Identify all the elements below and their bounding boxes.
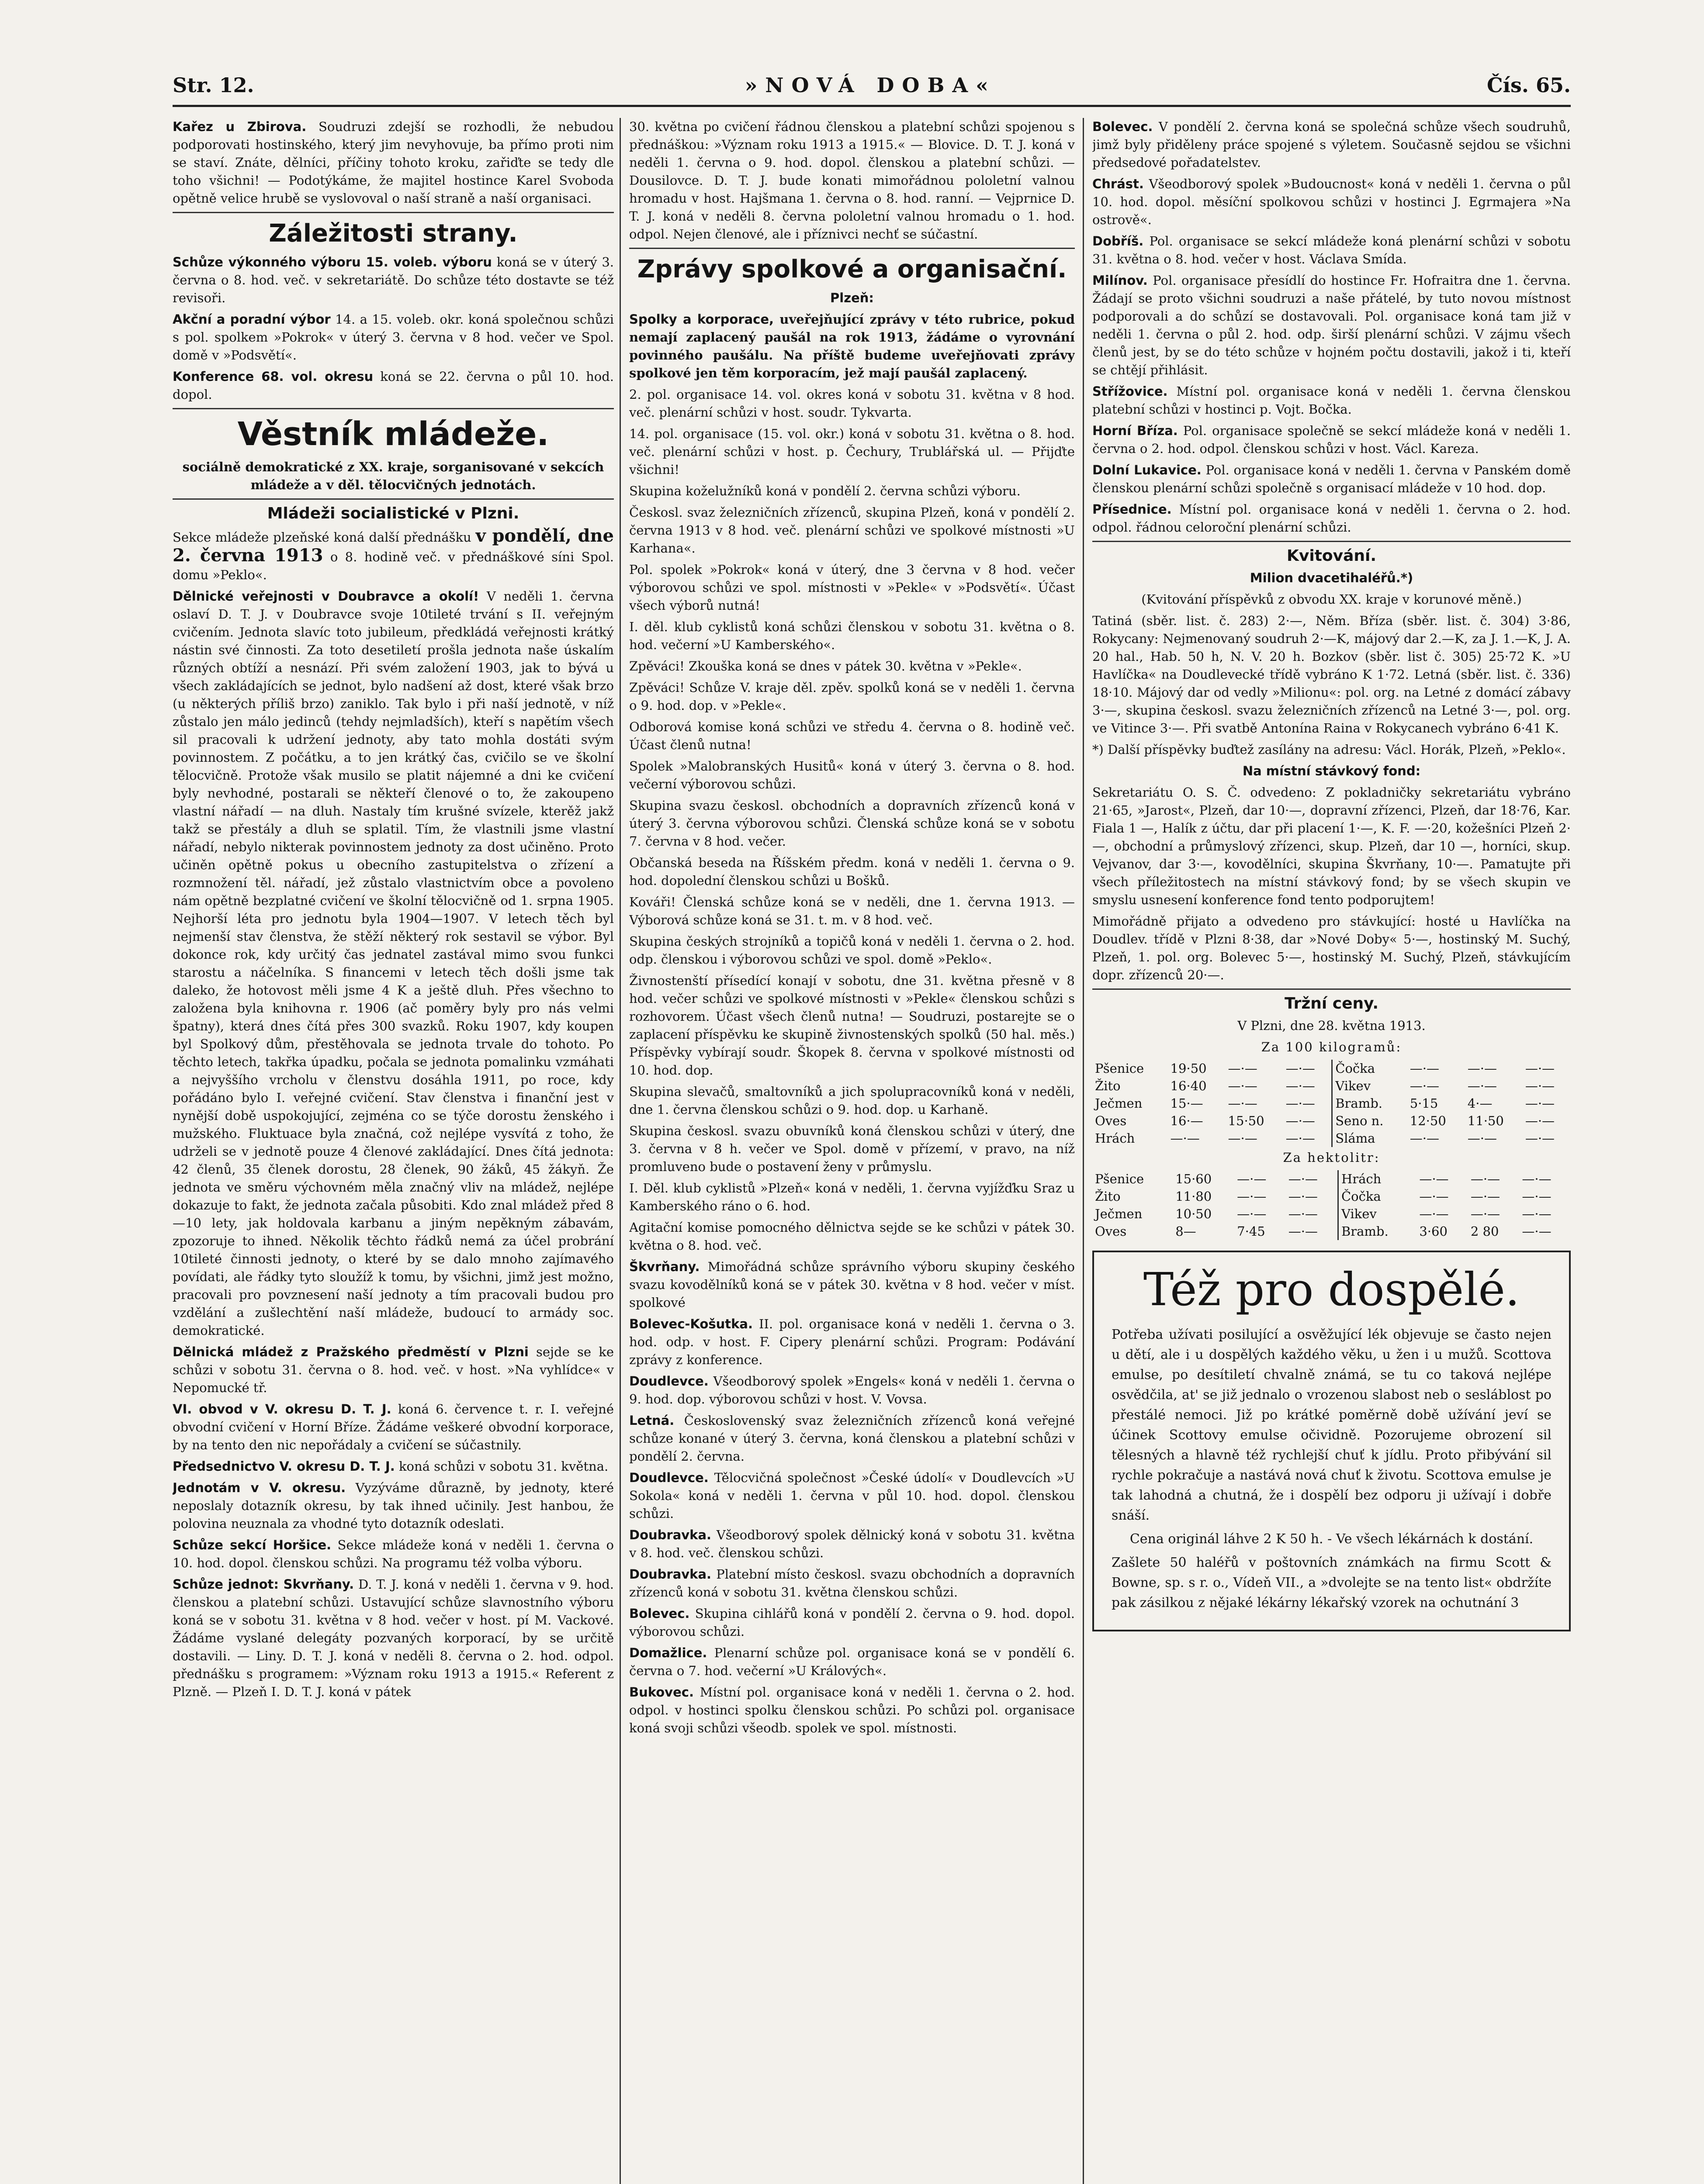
list-item: Skupina slevačů, smaltovníků a jich spolupracovníků koná v neděli, dne 1. června členskou schůzi o 9. hod. dop. u Karhaně.: [629, 1084, 1075, 1117]
article-doubravka-2: Doubravka. Platební místo českosl. svazu obchodních a dopravních zřízenců koná v sobotu 31. května členskou schůzi.: [629, 1567, 1075, 1600]
table-cell: —·—: [1228, 1078, 1257, 1093]
table-row: [1092, 1077, 1571, 1095]
fond-text: Sekretariátu O. S. Č. odvedeno: Z pokladničky sekretariátu vybráno 21·65, »Jarost«, Plzeň, dar 10·—, dopravní zřízenci, Plzeň, dar 18·76, Kar. Fiala 1 —, Halík z účtu, dar při placení 1·—, K. F. —·20, kožešníci Plzeň 2·—, obchodní a průmyslový zřízenci, skup. Plzeň, dar 10 —, horníci, skup. Vejvanov, dar 3·—, kovodělníci, skupina Škvrňany, 10·—. Pamatujte při všech příležitostech na místní stávkový fond; by se všech skupin ve smyslu usnesení konference fond tento podporujtem!: [1092, 785, 1571, 907]
newspaper-title: »NOVÁ DOBA«: [745, 73, 996, 97]
ad-sample-note: Zašlete 50 haléřů v poštovních známkách na firmu Scott & Bowne, sp. s r. o., Vídeň VII., a »dvolejte se na tento list« obdržíte pak zásilkou z nějaké lékárny lékařský vzorek na ochutnání 3: [1112, 1555, 1552, 1610]
article-bolevec: Bolevec. Skupina cihlářů koná v pondělí 2. června o 9. hod. dopol. výborovou schůzi.: [629, 1606, 1075, 1639]
table-cell: —·—: [1285, 1131, 1315, 1146]
table-cell: 15·—: [1170, 1096, 1203, 1111]
table-cell: Vikev: [1338, 1205, 1417, 1223]
table-cell: —·—: [1228, 1131, 1257, 1146]
article-skvrnany-2: Škvrňany. Mimořádná schůze správního výboru skupiny českého svazu kovodělníků koná se v pátek 30. května v 8 hod. večer v míst. spolkové: [629, 1259, 1075, 1310]
table-cell: Oves: [1095, 1224, 1127, 1239]
article-domazlice: Domažlice. Plenarní schůze pol. organisace koná se v pondělí 6. června o 7. hod. večerní »U Králových«.: [629, 1645, 1075, 1678]
divider: [173, 498, 614, 500]
list-item: Skupina koželužníků koná v pondělí 2. června schůzi výboru.: [629, 484, 1021, 498]
table-row: [1092, 1170, 1571, 1188]
list-item: Pol. spolek »Pokrok« koná v úterý, dne 3 června v 8 hod. večer výborovou schůzi ve spol. místnosti v »Pekle« v »Podsvětí«. Účast všech výborů nutná!: [629, 562, 1075, 613]
column-3: [1092, 118, 1571, 2184]
article-vi-obvod: VI. obvod v V. okresu D. T. J. koná 6. července t. r. I. veřejné obvodní cvičení v Horní Bříze. Žádáme veškeré obvodní korporace, by na tento den nic nepořádaly a cvičení se súčastnily.: [173, 1402, 614, 1452]
table-cell: —·—: [1419, 1171, 1449, 1186]
list-item: Kováři! Členská schůze koná se v neděli, dne 1. června 1913. — Výborová schůze koná se 31. t. m. v 8 hod. več.: [629, 895, 1075, 927]
table-cell: 3·60: [1419, 1224, 1448, 1239]
table-cell: Ječmen: [1095, 1096, 1143, 1111]
article-jednotam: Jednotám v V. okresu. Vyzýváme důrazně, by jednoty, které neposlaly dotazník okresu, by tak ihned učinily. Jest hanbou, že polovina neuznala za vhodné tyto dotazník odeslati.: [173, 1480, 614, 1531]
table-cell: 4·—: [1467, 1096, 1493, 1111]
table-cell: —·—: [1522, 1171, 1552, 1186]
section-title-strany: Záležitosti strany.: [269, 219, 518, 248]
article-doudlevce-2: Doudlevce. Tělocvičná společnost »České údolí« v Doudlevcích »U Sokola« koná v neděli 1. června v půl 10. hod. dopol. členskou schůzi.: [629, 1470, 1075, 1521]
article-doubravka: Doubravka. Všeodborový spolek dělnický koná v sobotu 31. května v 8. hod. več. členskou schůzi.: [629, 1527, 1075, 1560]
table-cell: —·—: [1419, 1189, 1449, 1204]
running-header: [173, 66, 1571, 107]
list-item: Skupina českých strojníků a topičů koná v neděli 1. června o 2. hod. odp. členskou i výborovou schůzi ve spol. domě »Peklo«.: [629, 934, 1075, 967]
table-cell: —·—: [1285, 1096, 1315, 1111]
article-doubravka: Dělnické veřejnosti v Doubravce a okolí! V neděli 1. června oslaví D. T. J. v Doubravce svoje 10tileté trvání s II. veřejným cvičením. Jednota slavíc toto jubileum, předkládá veřejnosti krátký nástin své činnosti. Za toto desetiletí prošla jednota naše úskalím různých obtíží a nesnází. Při svém založení 1903, jak to bývá u všech zakládajících se jednot, bylo nadšení až dost, které však brzo (u některých příliš brzo) zaniklo. Tak bylo i při naší jednotě, v níž zůstalo jen málo jedinců (tehdy nejmladších), kteří s napětím všech sil pracovali k udržení jednoty, aby tato mohla dostáti svým povinnostem. Z počátku, a to jen krátký čas, cvičilo se ve školní tělocvičně. Protože však musilo se platit nájemné a dni ke cvičení byly nevhodné, postarali se někteří členové o to, že zakoupeno vlastní nářadí — na dluh. Nastaly tím krušné svízele, kterěž jakž takž se přestály a dluh se splatil. Tím, že vlastnili jsme vlastní nářadí, nebylo nikterak povinnostem jednoty za dost učiněno. Proto učiněn opětně pokus u obecního zastupitelstva o zřízení a rozmnožení těl. nářadí, jež zůstalo vlastnictvím obce a povoleno nám opětně bezplatné cvičení ve školní tělocvičně od 1. srpna 1905. Nejhorší léta pro jednotu byla 1904—1907. V letech těch byl nejmenší stav členstva, že stěží některý rok sestavil se výbor. Byl dokonce rok, kdy určitý čas jednatel zastával mimo svou funkci starostu a náčelníka. S financemi v letech těch došli jsme tak daleko, že hotovost měli jsme 4 K a ještě dluh. Přes všechno to založena byla knihovna r. 1906 (ač poměry byly pro nás velmi špatny), která dnes čítá přes 300 svazků. Roku 1907, kdy koupen byl Spolkový dům, přestěhovala se jednota trvale do tohoto. Po těchto letech, takřka úpadku, počala se jednota pomalinku vzmáhati a nejvyššího vrcholu v členstvu dosáhla 1911, po roce, kdy pořádáno bylo I. veřejné cvičení. Stav členstva i finanční jest v nynější době uspokojující, zejména co se týče dorostu ženského i mužského. Fluktuace byla značná, což nejlépe vysvítá z toho, že udrželi se v jednotě pouze 4 členové zakládající. Dnes čítá jednota: 42 členů, 35 členek dorostu, 28 členek, 90 žáků, 45 žákyň. Že jednota ve směru výchovném měla značný vliv na mládež, nejlépe dokazuje to fakt, že jednota začala působiti. Kdo znal mládež před 8—10 lety, jak holdovala karbanu a jiným nepěkným zábavám, zpozoruje to ihned. Několik těchto řádků nemá za účel probrání 10tileté činnosti jednoty, o které by se dalo mnoho zajímavého povídati, ale řádky tyto sloužíž k tomu, by všichni, jimž jest možno, pracovali pro povznesení naší jednoty a tím pracovali budou pro vzdělání a zušlechtění naší mládeže, budoucí to armády soc. demokratické.: [173, 589, 614, 1338]
list-item: Odborová komise koná schůzi ve středu 4. června o 8. hodině več. Účast členů nutna!: [629, 719, 1075, 752]
table-cell: Oves: [1095, 1113, 1127, 1128]
article-karez: Kařez u Zbirova. Soudruzi zdejší se rozhodli, že nebudou podporovati hostinského, který jim nevyhovuje, ba přímo proti nim se staví. Znáte, dělníci, příčiny tohoto kroku, zařiďte se tedy dle toho všichni! — Podotýkáme, že majitel hostince Karel Svoboda opětně velice hrubě se vyslovoval o naší straně a naší organisaci.: [173, 119, 614, 206]
list-item: Českosl. svaz železničních zřízenců, skupina Plzeň, koná v pondělí 2. června 1913 v 8 hod. več. plenární schůzi ve spolkové místnosti »U Karhana«.: [629, 505, 1075, 556]
table-cell: —·—: [1410, 1061, 1439, 1076]
ceny-subtitle-hl: Za hektolitr:: [1283, 1150, 1380, 1165]
table-cell: —·—: [1525, 1096, 1555, 1111]
table-cell: Bramb.: [1332, 1095, 1407, 1112]
table-row: [1092, 1112, 1571, 1130]
article-bukovec: Bukovec. Místní pol. organisace koná v neděli 1. června o 2. hod. odpol. v hostinci spolku členskou schůzi. Po schůzi pol. organisace koná svoji schůzi všeodb. spolek ve spol. místnosti.: [629, 1685, 1075, 1735]
list-item: I. děl. klub cyklistů koná schůzi členskou v sobotu 31. května o 8. hod. večerní »U Kamberského«.: [629, 619, 1075, 652]
table-cell: Ječmen: [1095, 1206, 1143, 1221]
article-horsice: Schůze sekcí Horšice. Sekce mládeže koná v neděli 1. června o 10. hod. dopol. členskou schůzi. Na programu též volba výboru.: [173, 1538, 614, 1570]
article-dobris: Dobříš. Pol. organisace se sekcí mládeže koná plenární schůzi v sobotu 31. května o 8. hod. večer v host. Václava Smída.: [1092, 234, 1571, 266]
article-konference: Konference 68. vol. okresu koná se 22. června o půl 10. hod. dopol.: [173, 369, 614, 402]
divider: [629, 248, 1075, 249]
article-milinov: Milínov. Pol. organisace přesídlí do hostince Fr. Hofraitra dne 1. června. Žádají se proto všichni soudruzi a naše přátelé, by tuto novou místnost podporovali a do schůzí se dostavovali. Pol. organisace koná tam již v neděli 1. června o půl 2. hod. odp. širší plenární schůzi. V zájmu všech členů jest, by se do této schůze v hojném počtu dostavili, jakož i ti, kteří se chtějí přihlásit.: [1092, 273, 1571, 377]
article-bolevec-kosutka: Bolevec-Košutka. II. pol. organisace koná v neděli 1. června o 3. hod. odp. v host. F. Cipery plenární schůzi. Program: Podávání zprávy z konference.: [629, 1317, 1075, 1367]
page-number: Str. 12.: [173, 73, 254, 97]
ad-body: Potřeba užívati posilující a osvěžující lék objevuje se často nejen u dětí, ale i u dospělých každého věku, u žen i u mužů. Scottova emulse, po desítiletí chvalně známá, se tu co taková nejlépe osvědčila, at' se již jednalo o vrozenou slabost neb o sesláblost po přestálé nemoci. Již po krátké poměrně době užívání jeví se účinek Scottovy emulse očividně. Pozorujeme obrození sil tělesných a hlavně též rychlejší chuť k jídlu. Proto přibývání sil rychle pokračuje a nastává nová chuť k životu. Scottova emulse je tak lahodná a chutná, že i dospělí bez odporu ji užívají i dobře snáší.: [1112, 1327, 1552, 1523]
list-item: I. Děl. klub cyklistů »Plzeň« koná v neděli, 1. června vyjížďku Sraz u Kamberského ráno o 6. hod.: [629, 1181, 1075, 1213]
list-item: Skupina svazu českosl. obchodních a dopravních zřízenců koná v úterý 3. června výborovou schůzi. Členská schůze koná se v sobotu 7. června v 8 hod. večer.: [629, 798, 1075, 849]
kvitovani-subtitle: (Kvitování příspěvků z obvodu XX. kraje v korunové měně.): [1141, 592, 1522, 607]
article-akcni-vybor: Akční a poradní výbor 14. a 15. voleb. okr. koná společnou schůzi s pol. spolkem »Pokrok« v úterý 3. června v 8 hod. večer ve Spol. domě v »Podsvětí«.: [173, 312, 614, 363]
column-rule: [620, 118, 621, 2184]
article-letna: Letná. Československý svaz železničních zřízenců koná veřejné schůze konané v úterý 3. června, koná členskou a platební schůzi v pondělí 2. června.: [629, 1413, 1075, 1464]
section-title-zpravy: Zprávy spolkové a organisační.: [637, 255, 1067, 283]
table-cell: —·—: [1522, 1189, 1552, 1204]
section-title-mladez: Věstník mládeže.: [237, 415, 549, 453]
table-cell: —·—: [1288, 1206, 1318, 1221]
table-cell: —·—: [1285, 1061, 1315, 1076]
article-prednaska: Sekce mládeže plzeňské koná další přednášku v pondělí, dne 2. června 1913 o 8. hodině več. v přednáškové síni Spol. domu »Peklo«.: [173, 525, 614, 582]
table-cell: 11·50: [1467, 1113, 1504, 1128]
table-cell: Pšenice: [1095, 1061, 1144, 1076]
table-cell: —·—: [1410, 1131, 1439, 1146]
list-item: Agitační komise pomocného dělnictva sejde se ke schůzi v pátek 30. května o 8. hod. več.: [629, 1220, 1075, 1253]
table-cell: —·—: [1467, 1078, 1497, 1093]
ad-headline: Též pro dospělé.: [1143, 1263, 1520, 1316]
article-schuze-vyboru: Schůze výkonného výboru 15. voleb. výboru koná se v úterý 3. června o 8. hod. več. v sekretariátě. Do schůze této dostavte se též revisoři.: [173, 255, 614, 305]
table-cell: 7·45: [1237, 1224, 1265, 1239]
table-cell: —·—: [1470, 1206, 1500, 1221]
article-continued: 30. května po cvičení řádnou členskou a platební schůzi spojenou s přednáškou: »Význam roku 1913 a 1915.« — Blovice. D. T. J. koná v neděli 1. června o 9. hod. dopol. členskou a platební schůzi. — Dousilovce. D. T. J. bude konati mimořádnou pololetní valnou hromadu v host. Hajšmana 1. června o 8. hod. ranní. — Vejprnice D. T. J. koná v neděli 8. června pololetní valnou hromadu o 1. hod. odpol. Nejen členové, ale i příznivci nechť se súčastní.: [629, 119, 1075, 242]
issue-number: Čís. 65.: [1486, 73, 1571, 97]
kvitovani-text: Tatiná (sběr. list. č. 283) 2·—, Něm. Bříza (sběr. list. č. 304) 3·86, Rokycany: Nejmenovaný soudruh 2·—K, májový dar 2.—K, za J. 1.—K, J. A. 20 hal., Hab. 50 h, N. V. 20 h. Bozkov (sběr. list č. 305) 25·72 K. »U Havlíčka« na Doudlevecké třídě vybráno K 1·72. Letná (sběr. list. č. 336) 18·10. Májový dar od vedly »Milionu«: pol. org. na Letné z domácí zábavy 3·—, skupina českosl. svazu železničních zřízenců na Letné 3·—, pol. org. ve Vitince 3·—. Při svatbě Antonína Raina v Rokycanech vybráno 6·41 K.: [1092, 613, 1571, 736]
article-prazske-predmesti: Dělnická mládež z Pražského předměstí v Plzni sejde se ke schůzi v sobotu 31. června o 8. hod. več. v host. »Na vyhlídce« v Nepomucké tř.: [173, 1344, 614, 1395]
table-row: [1092, 1060, 1571, 1077]
table-cell: —·—: [1237, 1189, 1267, 1204]
article-horni-briza: Horní Bříza. Pol. organisace společně se sekcí mládeže koná v neděli 1. června o 2. hod. odpol. členskou schůzi v host. Václ. Kareza.: [1092, 423, 1571, 456]
article-dolni-lukavice: Dolní Lukavice. Pol. organisace koná v neděli 1. června v Panském domě členskou plenární schůzi společně s organisací mládeže v 10 hod. dop.: [1092, 463, 1571, 495]
table-row: [1092, 1130, 1571, 1147]
table-cell: —·—: [1467, 1131, 1497, 1146]
table-cell: Hrách: [1095, 1131, 1135, 1146]
table-cell: —·—: [1288, 1189, 1318, 1204]
table-cell: 16·—: [1170, 1113, 1203, 1128]
table-row: [1092, 1095, 1571, 1112]
column-1: [173, 118, 614, 2184]
list-item: 2. pol. organisace 14. vol. okres koná v sobotu 31. května v 8 hod. več. plenární schůzi v host. soudr. Tykvarta.: [629, 387, 1075, 420]
article-strizovice: Střížovice. Místní pol. organisace koná v neděli 1. června členskou platební schůzi v hostinci p. Vojt. Bočka.: [1092, 384, 1571, 417]
table-cell: —·—: [1228, 1096, 1257, 1111]
advertisement-scott-emulsion: [1092, 1251, 1571, 1631]
ceny-subtitle-kg: Za 100 kilogramů:: [1261, 1040, 1402, 1054]
table-cell: 8—: [1175, 1224, 1196, 1239]
subheading-plzen: Plzeň:: [830, 290, 874, 305]
table-cell: Čočka: [1332, 1060, 1407, 1077]
divider: [173, 408, 614, 409]
ceny-date: V Plzni, dne 28. května 1913.: [1237, 1018, 1426, 1033]
table-cell: —·—: [1522, 1224, 1552, 1239]
table-cell: Bramb.: [1338, 1223, 1417, 1240]
table-cell: —·—: [1410, 1078, 1439, 1093]
price-table-hl: [1092, 1170, 1571, 1240]
section-subtitle-mladez: sociálně demokratické z XX. kraje, sorganisované v sekcích mládeže a v děl. tělocvičných jednotách.: [182, 460, 604, 492]
list-item: Zpěváci! Zkouška koná se dnes v pátek 30. května v »Pekle«.: [629, 659, 1022, 674]
table-cell: —·—: [1470, 1189, 1500, 1204]
section-title-kvitovani: Kvitování.: [1286, 547, 1377, 565]
article-skvrnany: Schůze jednot: Skvrňany. D. T. J. koná v neděli 1. června v 9. hod. členskou a platební schůzi. Ustavující schůze slavnostního výboru koná se v sobotu 31. května v 8 hod. večer v host. pí M. Vackové. Žádáme vyslané delegáty pozvaných korporací, by se určitě dostavili. — Liny. D. T. J. koná v neděli 8. června o 2. hod. odpol. přednášku s programem: »Význam roku 1913 a 1915.« Referent z Plzně. — Plzeň I. D. T. J. koná v pátek: [173, 1577, 614, 1699]
table-cell: —·—: [1522, 1206, 1552, 1221]
table-cell: Seno n.: [1332, 1112, 1407, 1130]
table-cell: —·—: [1237, 1206, 1267, 1221]
kvitovani-note: *) Další příspěvky buďtež zasílány na adresu: Václ. Horák, Plzeň, »Peklo«.: [1092, 742, 1566, 757]
divider: [173, 212, 614, 213]
divider: [1092, 541, 1571, 542]
table-row: [1092, 1223, 1571, 1240]
table-cell: 15·50: [1228, 1113, 1264, 1128]
article-predsednictvo: Předsednictvo V. okresu D. T. J. koná schůzi v sobotu 31. května.: [173, 1459, 609, 1474]
table-cell: —·—: [1467, 1061, 1497, 1076]
notice-list: [629, 386, 1075, 1254]
list-item: Živnostenští přísedící konají v sobotu, dne 31. května přesně v 8 hod. večer schůzi ve spolkové místnosti v »Pekle« členskou schůzi s rozhovorem. Účast všech členů nutna! — Soudruzi, postarejte se o zaplacení příspěvku ke skupině živnostenských spolků (50 hal. měs.) Příspěvky vybírají soudr. Škopek 8. června v spolkové místnosti od 10. hod. dop.: [629, 973, 1075, 1078]
list-item: Zpěváci! Schůze V. kraje děl. zpěv. spolků koná se v neděli 1. června o 9. hod. dop. v »Pekle«.: [629, 680, 1075, 713]
table-cell: 5·15: [1410, 1096, 1438, 1111]
table-cell: 2 80: [1470, 1224, 1499, 1239]
table-cell: 10·50: [1175, 1206, 1212, 1221]
list-item: Spolek »Malobranských Husitů« koná v úterý 3. června o 8. hod. večerní výborovou schůzi.: [629, 759, 1075, 791]
table-cell: —·—: [1237, 1171, 1267, 1186]
table-cell: —·—: [1285, 1113, 1315, 1128]
ad-price-note: Cena originál láhve 2 K 50 h. - Ve všech lékárnách k dostání.: [1129, 1531, 1534, 1547]
table-cell: —·—: [1525, 1061, 1555, 1076]
subheading-fond: Na místní stávkový fond:: [1242, 764, 1421, 778]
table-cell: —·—: [1525, 1078, 1555, 1093]
table-cell: 19·50: [1170, 1061, 1207, 1076]
article-bolevec-3: Bolevec. V pondělí 2. června koná se společná schůze všech soudruhů, jimž byly přiděleny práce spojené s výletem. Současně sejdou se všichni předsedové pořadatelstev.: [1092, 119, 1571, 170]
notice-pausal: Spolky a korporace, uveřejňující zprávy v této rubrice, pokud nemají zaplacený paušál na rok 1913, žádáme o vyrovnání povinného paušálu. Na příště budeme uveřejňovati zprávy spolkové jen těm korporacím, jež mají paušál zaplacený.: [629, 312, 1075, 380]
article-prisednice: Přísednice. Místní pol. organisace koná v neděli 1. června o 2. hod. odpol. řádnou celoroční plenární schůzi.: [1092, 502, 1571, 535]
section-title-ceny: Tržní ceny.: [1284, 995, 1379, 1013]
table-cell: Vikev: [1332, 1077, 1407, 1095]
table-cell: 16·40: [1170, 1078, 1207, 1093]
table-cell: 15·60: [1175, 1171, 1212, 1186]
headline-mladezi: Mládeži socialistické v Plzni.: [267, 505, 520, 522]
article-doudlevce: Doudlevce. Všeodborový spolek »Engels« koná v neděli 1. června o 9. hod. dop. výborovou schůzi v host. V. Vovsa.: [629, 1374, 1075, 1406]
article-chrast: Chrást. Všeodborový spolek »Budoucnost« koná v neděli 1. června o půl 10. hod. dopol. měsíční spolkovou schůzi v hostinci J. Egrmajera »Na ostrově«.: [1092, 176, 1571, 227]
divider: [1092, 988, 1571, 990]
table-cell: 11·80: [1175, 1189, 1212, 1204]
table-cell: Pšenice: [1095, 1171, 1144, 1186]
column-rule: [1083, 118, 1084, 2184]
subheading-milion: Milion dvacetihaléřů.*): [1250, 570, 1413, 585]
table-row: [1092, 1188, 1571, 1205]
table-cell: Hrách: [1338, 1170, 1417, 1188]
list-item: 14. pol. organisace (15. vol. okr.) koná v sobotu 31. května o 8. hod. več. plenární schůzi v host. p. Čechury, Trublářská ul. — Přijďte všichni!: [629, 426, 1075, 477]
table-cell: Čočka: [1338, 1188, 1417, 1205]
table-cell: —·—: [1525, 1113, 1555, 1128]
table-cell: Sláma: [1332, 1130, 1407, 1147]
table-row: [1092, 1205, 1571, 1223]
list-item: Skupina českosl. svazu obuvníků koná členskou schůzi v úterý, dne 3. června v 8 h. večer ve Spol. domě v přízemí, v pravo, na níž promluveno bude o postavení ženy v průmyslu.: [629, 1123, 1075, 1174]
table-cell: Žito: [1095, 1078, 1121, 1093]
table-cell: —·—: [1525, 1131, 1555, 1146]
table-cell: —·—: [1285, 1078, 1315, 1093]
column-2: [629, 118, 1075, 2184]
table-cell: —·—: [1470, 1171, 1500, 1186]
list-item: Občanská beseda na Říšském předm. koná v neděli 1. června o 9. hod. dopolední členskou schůzi u Bošků.: [629, 855, 1075, 888]
table-cell: —·—: [1288, 1171, 1318, 1186]
table-cell: —·—: [1419, 1206, 1449, 1221]
table-cell: —·—: [1228, 1061, 1257, 1076]
fond-text-2: Mimořádně přijato a odvedeno pro stávkující: hosté u Havlíčka na Doudlev. třídě v Plzni 8·38, dar »Nové Doby« 5·—, hostinský M. Suchý, Plzeň, 1. pol. org. Bolevec 5·—, hostinský M. Suchý, Plzeň, stávkujícím dopr. zřízenců 20·—.: [1092, 914, 1571, 982]
table-cell: Žito: [1095, 1189, 1121, 1204]
table-cell: —·—: [1170, 1131, 1200, 1146]
price-table-kg: [1092, 1060, 1571, 1147]
table-cell: 12·50: [1410, 1113, 1446, 1128]
table-cell: —·—: [1288, 1224, 1318, 1239]
